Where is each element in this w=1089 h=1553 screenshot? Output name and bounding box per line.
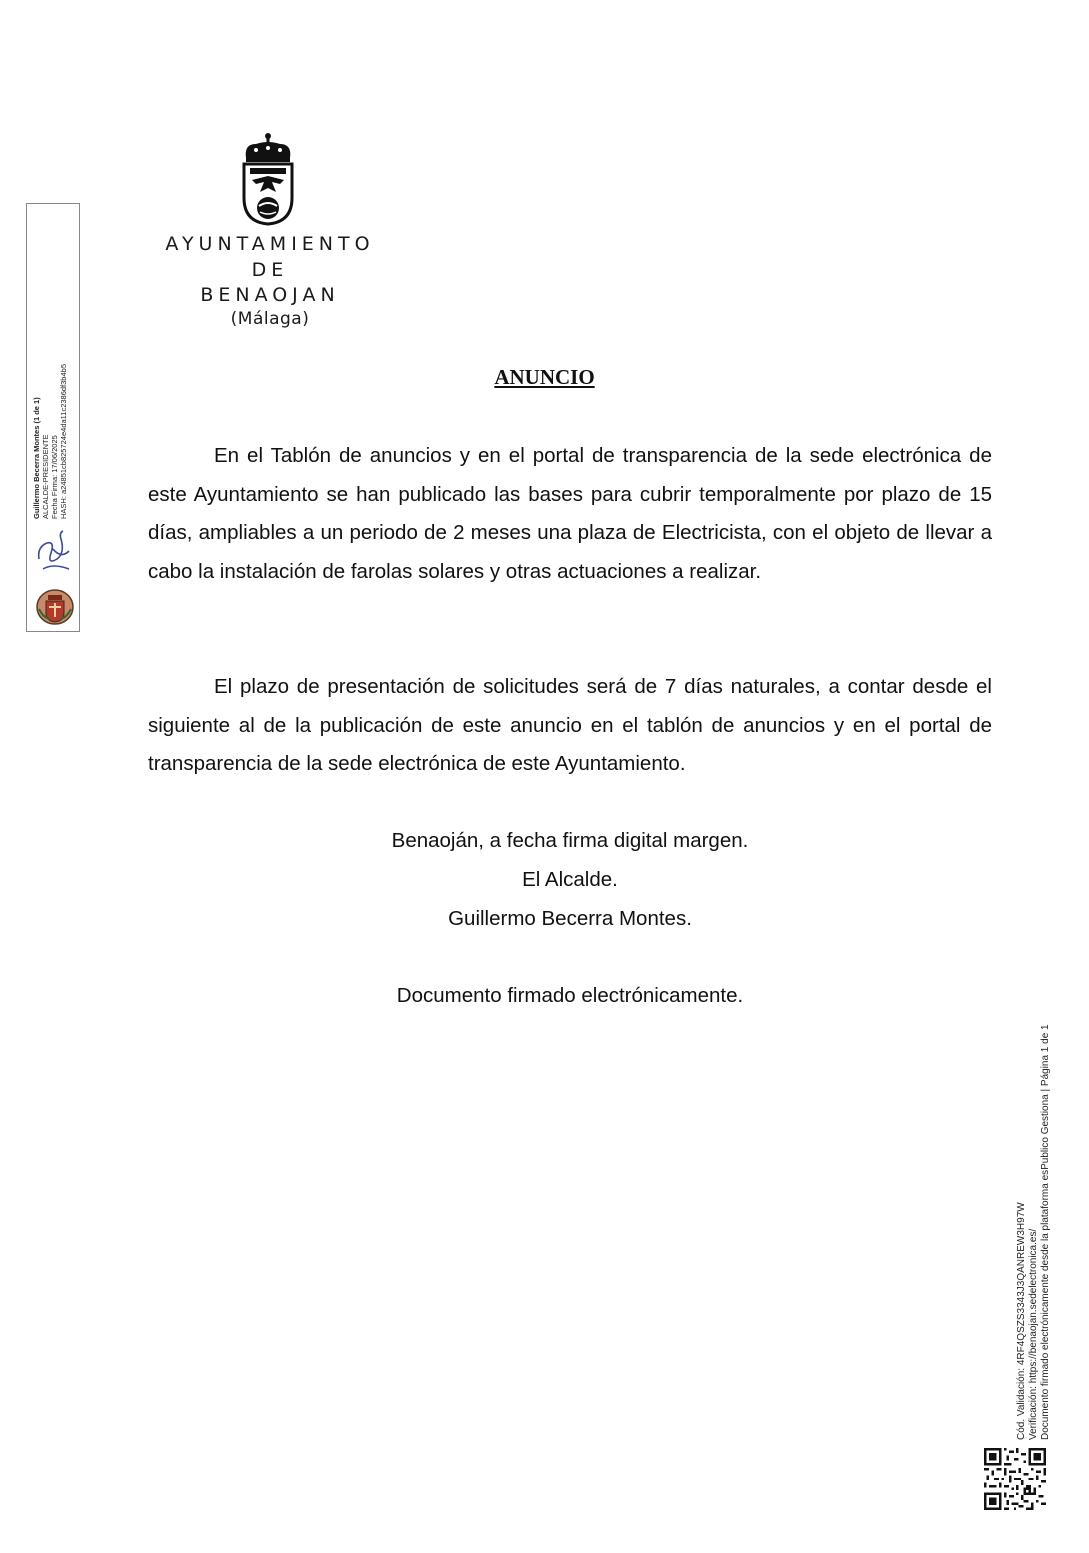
body-paragraph-2: El plazo de presentación de solicitudes será de 7 días naturales, a contar desde el siguiente al de la publicación de este anuncio en el tablón de anuncios y en el portal de transparencia de la sede electrónica de este Ayuntamiento. (148, 675, 992, 776)
municipality-name-line-1: AYUNTAMIENTO (165, 233, 375, 255)
stamp-hash: HASH: a24851cb825724e4da11c2386df3b4b5 (59, 364, 68, 519)
stamp-date: Fecha Firma: 17/06/2025 (50, 435, 59, 519)
municipality-name-line-2: DE (251, 259, 289, 281)
verification-url: Verificación: https://benaojan.sedelectronica.es/ (1028, 1228, 1039, 1440)
document-title: ANUNCIO (494, 365, 595, 389)
electronic-signature-note: Documento firmado electrónicamente. (396, 984, 744, 1007)
seal-icon (35, 587, 75, 627)
stamp-signer: Guillermo Becerra Montes (1 de 1) (32, 397, 41, 519)
signature-name: Guillermo Becerra Montes. (448, 907, 692, 930)
stamp-position: ALCALDE-PRESIDENTE (41, 434, 50, 519)
municipality-province: (Málaga) (230, 309, 310, 329)
platform-note: Documento firmado electrónicamente desde la plataforma esPublico Gestiona | Página 1 de 1 (1040, 1024, 1051, 1440)
signature-role: El Alcalde. (522, 868, 618, 891)
body-paragraph-1: En el Tablón de anuncios y en el portal de transparencia de la sede electrónica de este Ayuntamiento se han publicado las bases para cubrir temporalmente por plazo de 15 días, ampliables a un periodo de 2 meses una plaza de Electricista, con el objeto de llevar a cabo la instalación de farolas solares y otras actuaciones a realizar. (148, 444, 992, 584)
municipal-coat-of-arms-icon (236, 132, 300, 226)
signature-place-date: Benaoján, a fecha firma digital margen. (391, 829, 749, 852)
validation-code: Cód. Validación: 4RF4QSZS3343J3QANREW3H97W (1016, 1202, 1027, 1440)
verification-strip (1016, 960, 1052, 1440)
digital-signature-stamp (26, 203, 80, 632)
municipality-name-line-3: BENAOJAN (200, 284, 340, 306)
handwritten-signature-icon (33, 529, 75, 575)
qr-code-icon (984, 1448, 1046, 1510)
signature-stamp-text (32, 319, 68, 519)
